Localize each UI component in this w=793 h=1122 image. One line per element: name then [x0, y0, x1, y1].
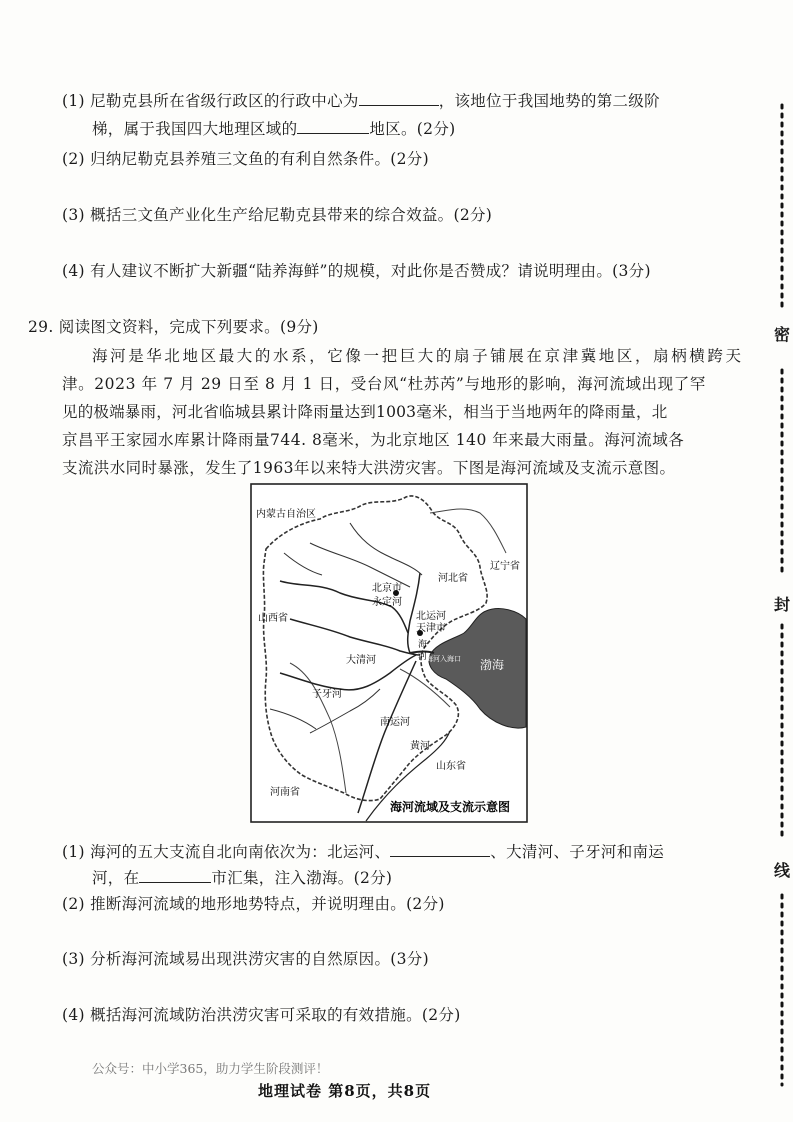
- answer-blank[interactable]: [359, 91, 439, 106]
- label-shandong: 山东省: [436, 761, 466, 772]
- q28-part1-text-c: 梯，属于我国四大地理区域的: [92, 120, 298, 138]
- label-hebei: 河北省: [438, 573, 468, 584]
- q28-part3: (3) 概括三文鱼产业化生产给尼勒克县带来的综合效益。(2分): [62, 206, 493, 224]
- q28-part1-text-b: ，该地位于我国地势的第二级阶: [438, 92, 660, 110]
- q29-part1-line2: [92, 866, 392, 888]
- q28-part1-line1: [62, 89, 660, 111]
- q29-passage-line: 海河是华北地区最大的水系，它像一把巨大的扇子铺展在京津冀地区，扇柄横跨天: [92, 347, 744, 365]
- seal-mark-mi: 密: [773, 325, 790, 344]
- label-nanyun: 南运河: [380, 717, 410, 728]
- label-bohai: 渤海: [480, 658, 505, 672]
- binding-margin: [772, 0, 792, 1122]
- q29-passage-line: 见的极端暴雨，河北省临城县累计降雨量达到1003毫米，相当于当地两年的降雨量，北: [62, 403, 668, 421]
- label-shanxi: 山西省: [258, 613, 288, 624]
- map-caption: 海河流域及支流示意图: [390, 800, 511, 814]
- label-huanghe: 黄河: [410, 741, 430, 752]
- q29-heading: 29. 阅读图文资料，完成下列要求。(9分): [28, 318, 319, 336]
- label-ziya: 子牙河: [312, 689, 342, 700]
- seal-mark-feng: 封: [773, 595, 790, 614]
- label-tianjin: 天津市: [416, 623, 446, 634]
- q28-part1-text-d: 地区。(2分): [369, 120, 456, 138]
- page-number: 地理试卷 第8页，共8页: [258, 1082, 432, 1100]
- answer-blank[interactable]: [297, 119, 369, 134]
- binding-dotted-line: [772, 0, 792, 1122]
- label-beijing: 北京市: [372, 583, 402, 594]
- q28-part4: (4) 有人建议不断扩大新疆“陆养海鲜”的规模，对此你是否赞成？请说明理由。(3分): [62, 262, 651, 280]
- q28-part2: (2) 归纳尼勒克县养殖三文鱼的有利自然条件。(2分): [62, 150, 429, 168]
- q29-part4: (4) 概括海河流域防治洪涝灾害可采取的有效措施。(2分): [62, 1006, 461, 1024]
- answer-blank[interactable]: [139, 868, 211, 883]
- label-haihe-mouth: 海河入海口: [426, 656, 461, 663]
- q28-part1-line2: [92, 117, 455, 139]
- label-he: 河: [418, 651, 428, 661]
- q29-part1-text-d: 市汇集，注入渤海。(2分): [211, 869, 393, 887]
- label-inner-mongolia: 内蒙古自治区: [256, 509, 316, 520]
- answer-blank[interactable]: [390, 842, 490, 857]
- q29-passage-line: 支流洪水同时暴涨，发生了1963年以来特大洪涝灾害。下图是海河流域及支流示意图。: [62, 459, 676, 477]
- watermark-text: 公众号：中小学365，助力学生阶段测评！: [92, 1061, 329, 1076]
- label-beiyun: 北运河: [416, 611, 446, 622]
- q29-part1-line1: [62, 840, 664, 862]
- label-yongding: 永定河: [372, 597, 402, 608]
- q29-passage-line: 津。2023 年 7 月 29 日至 8 月 1 日，受台风“杜苏芮”与地形的影响，海河流域出现了罕: [62, 375, 706, 393]
- q29-part3: (3) 分析海河流域易出现洪涝灾害的自然原因。(3分): [62, 950, 429, 968]
- q29-part2: (2) 推断海河流域的地形地势特点，并说明理由。(2分): [62, 895, 445, 913]
- map-graphic: [250, 483, 528, 823]
- label-daqing: 大清河: [346, 655, 376, 666]
- q29-passage-line: 京昌平王家园水库累计降雨量744. 8毫米，为北京地区 140 年来最大雨量。海河流域各: [62, 431, 685, 449]
- label-henan: 河南省: [270, 787, 300, 798]
- q29-part1-text-a: (1) 海河的五大支流自北向南依次为：北运河、: [62, 843, 391, 861]
- seal-mark-xian: 线: [773, 861, 790, 880]
- q29-part1-text-c: 河，在: [92, 869, 140, 887]
- haihe-basin-map: [250, 483, 528, 823]
- q28-part1-text-a: (1) 尼勒克县所在省级行政区的行政中心为: [62, 92, 359, 110]
- label-liaoning: 辽宁省: [490, 561, 520, 572]
- q29-part1-text-b: 、大清河、子牙河和南运: [490, 843, 665, 861]
- label-hai: 海: [418, 639, 428, 649]
